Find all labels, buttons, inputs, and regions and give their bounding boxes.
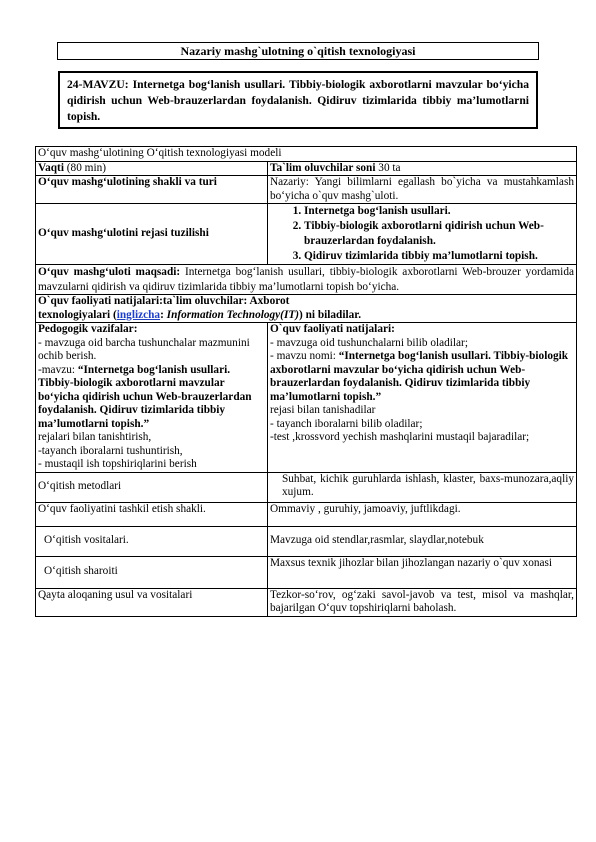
- tools-row: [36, 526, 577, 556]
- ped-title: Pedogogik vazifalar:: [38, 323, 138, 335]
- model-title-row: [36, 147, 577, 162]
- time-label: Vaqti: [38, 161, 64, 174]
- students-cell: [268, 161, 577, 176]
- ped-line: -tayanch iboralarni tushuntirish,: [38, 444, 183, 457]
- results-line-1: O`quv faoliyati natijalari:ta`lim oluvchilar: Axborot: [38, 295, 290, 307]
- tools-label: O‘qitish vositalari.: [36, 526, 268, 556]
- students-label: Ta`lim oluvchilar soni: [270, 161, 376, 174]
- tools-value: Mavzuga oid stendlar,rasmlar, slaydlar,notebuk: [268, 526, 577, 556]
- ped-line: - mustaqil ish topshiriqlarini berish: [38, 458, 197, 470]
- res-title: O`quv faoliyati natijalari:: [270, 323, 395, 335]
- tasks-results-row: [36, 323, 577, 473]
- pedagogical-tasks-cell: [36, 323, 268, 473]
- time-row: [36, 161, 577, 176]
- methods-row: [36, 472, 577, 502]
- methods-value: Suhbat, kichik guruhlarda ishlash, klaster, baxs-munozara,aqliy xujum.: [268, 472, 577, 502]
- results-line-2c: ) ni biladilar.: [299, 308, 362, 321]
- topic-box: 24-MAVZU: Internetga bog‘lanish usullari. Tibbiy-biologik axborotlarni mavzular bo‘yicha qidirish uchun Web-brauzerlardan foydalanish. Qidiruv tizimlarida tibbiy ma’lumotlarni topish.: [58, 71, 538, 129]
- res-topic: “Internetga bog‘lanish usullari. Tibbiy-biologik axborotlarni mavzular bo‘yicha qidirish uchun Web-brauzerlardan foydalanish. Qidiruv tizimlarida tibbiy ma’lumotlarni topish.”: [270, 350, 569, 403]
- document-title: Nazariy mashg`ulotning o`qitish texnologiyasi: [57, 42, 539, 60]
- plan-item: 2. Tibbiy-biologik axborotlarni qidirish uchun Web-brauzerlardan foydalanish.: [304, 219, 574, 249]
- plan-cell: [268, 204, 577, 265]
- results-cell: [36, 295, 577, 323]
- results-line-2a: texnologiyalari (: [38, 308, 117, 321]
- time-value: (80 min): [63, 161, 106, 174]
- ped-line: - mavzuga oid barcha tushunchalar mazmunini ochib berish.: [38, 336, 250, 362]
- conditions-label: O‘qitish sharoiti: [36, 556, 268, 588]
- plan-item: 3. Qidiruv tizimlarida tibbiy ma’lumotlarni topish.: [304, 249, 574, 264]
- plan-label: O‘quv mashg‘ulotini rejasi tuzilishi: [36, 204, 268, 265]
- ped-line: -mavzu:: [38, 363, 78, 376]
- organization-label: O‘quv faoliyatini tashkil etish shakli.: [36, 502, 268, 526]
- ped-line: rejalari bilan tanishtirish,: [38, 431, 152, 443]
- organization-value: Ommaviy , guruhiy, jamoaviy, juftlikdagi.: [268, 502, 577, 526]
- conditions-row: [36, 556, 577, 588]
- goal-label: O‘quv mashg‘uloti maqsadi:: [38, 266, 181, 278]
- activity-results-cell: [268, 323, 577, 473]
- methods-label: O‘qitish metodlari: [36, 472, 268, 502]
- res-line: -test ,krossvord yechish mashqlarini mustaqil bajaradilar;: [270, 431, 530, 443]
- students-value: 30 ta: [375, 161, 401, 174]
- organization-row: [36, 502, 577, 526]
- results-italic: Information Technology(IT): [166, 308, 300, 321]
- time-cell: [36, 161, 268, 176]
- form-row: [36, 176, 577, 204]
- plan-row: [36, 204, 577, 265]
- goal-text: Internetga bog‘lanish usullari, tibbiy-biologik axborotlarni Web-brouzer yordamida mavzularni qidirish va qidiruv tizimlarida tibbiy ma’lumotlarni topish bo‘yicha.: [38, 266, 574, 293]
- res-line: - mavzuga oid tushunchalarni bilib oladilar;: [270, 336, 468, 349]
- results-row: [36, 295, 577, 323]
- plan-list: [270, 204, 574, 264]
- form-value: Nazariy: Yangi bilimlarni egallash bo`yicha va mustahkamlash bo‘yicha o`quv mashg`uloti.: [268, 176, 577, 204]
- plan-item: 1. Internetga bog‘lanish usullari.: [304, 204, 574, 219]
- model-title: O‘quv mashg‘ulotining O‘qitish texnologiyasi modeli: [36, 147, 577, 162]
- form-label: O‘quv mashg‘ulotining shakli va turi: [36, 176, 268, 204]
- results-line-2b: :: [160, 308, 167, 321]
- goal-cell: [36, 265, 577, 295]
- conditions-value: Maxsus texnik jihozlar bilan jihozlangan nazariy o`quv xonasi: [268, 556, 577, 588]
- feedback-value: Tezkor-so‘rov, og‘zaki savol-javob va test, misol va mashqlar, bajarilgan O‘quv topshiriqlarni baholash.: [268, 588, 577, 616]
- feedback-label: Qayta aloqaning usul va vositalari: [36, 588, 268, 616]
- feedback-row: [36, 588, 577, 616]
- goal-row: [36, 265, 577, 295]
- ped-topic: “Internetga bog‘lanish usullari. Tibbiy-biologik axborotlarni mavzular bo‘yicha qidirish uchun Web-brauzerlardan foydalanish. Qidiruv tizimlarida tibbiy ma’lumotlarni topish.”: [38, 363, 252, 430]
- res-line: rejasi bilan tanishadilar: [270, 404, 376, 416]
- english-link[interactable]: inglizcha: [116, 308, 161, 321]
- res-line: - mavzu nomi:: [270, 350, 339, 362]
- res-line: - tayanch iboralarni bilib oladilar;: [270, 417, 423, 430]
- lesson-technology-table: [35, 146, 577, 617]
